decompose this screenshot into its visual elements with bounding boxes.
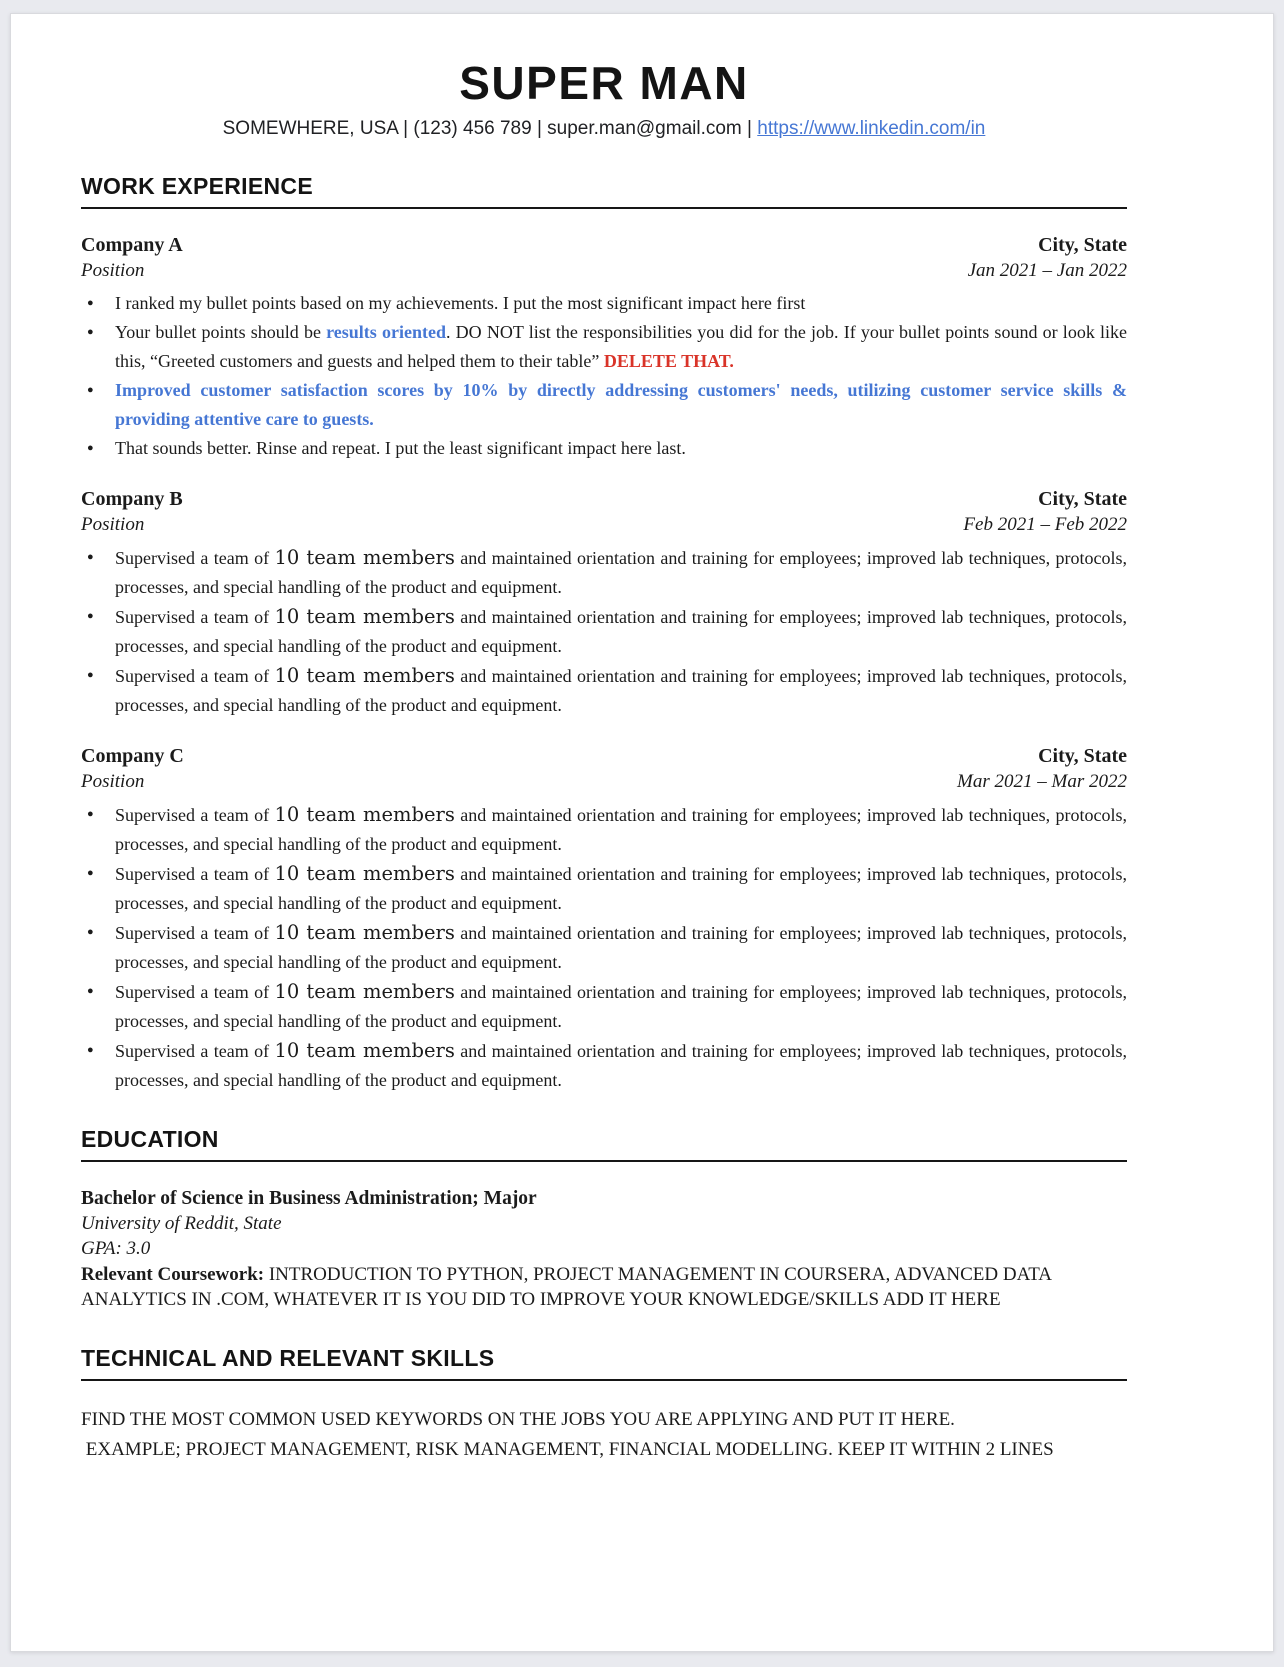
company-name: Company B — [81, 488, 183, 510]
bullet-text-segment: and maintained orientation and training for employees; improved lab techniques, protocols, processes, and special handling of the product and equipment. — [115, 548, 1127, 597]
contact-text: SOMEWHERE, USA | (123) 456 789 | super.man@gmail.com | — [222, 118, 758, 139]
coursework-label: Relevant Coursework: — [81, 1264, 265, 1285]
education-block — [81, 1186, 1127, 1312]
bullet-text-segment: . DO NOT list the responsibilities you did for the job. If your bullet points sound or look like this, “Greeted customers and guests and helped them to their table” — [115, 322, 1127, 371]
section-title-education: EDUCATION — [81, 1125, 1127, 1162]
bullet-text-segment: Supervised a team of — [115, 1041, 275, 1061]
bullet-text-segment: Supervised a team of — [115, 666, 275, 686]
bullet-text-segment: and maintained orientation and training for employees; improved lab techniques, protocols, processes, and special handling of the product and equipment. — [115, 864, 1127, 913]
section-title-skills: TECHNICAL AND RELEVANT SKILLS — [81, 1344, 1127, 1381]
coursework-text: INTRODUCTION TO PYTHON, PROJECT MANAGEMENT IN COURSERA, ADVANCED DATA ANALYTICS IN .COM, WHATEVER IT IS YOU DID TO IMPROVE YOUR KNOWLEDGE/SKILLS ADD IT HERE — [81, 1264, 1051, 1310]
company-header-row — [81, 233, 1127, 258]
skills-block — [81, 1405, 1127, 1465]
bullet-list — [81, 543, 1127, 720]
linkedin-link[interactable]: https://www.linkedin.com/in — [757, 118, 986, 139]
company-location: City, State — [1038, 234, 1127, 256]
bullet-item — [115, 800, 1127, 859]
bullet-item — [115, 1036, 1127, 1095]
work-entry — [81, 744, 1127, 1095]
company-location: City, State — [1038, 488, 1127, 510]
bullet-item — [115, 318, 1127, 376]
bullet-text-segment: 10 team members — [274, 1039, 455, 1062]
bullet-text-segment: and maintained orientation and training for employees; improved lab techniques, protocols, processes, and special handling of the product and equipment. — [115, 607, 1127, 656]
bullet-text-segment: 10 team members — [274, 803, 455, 826]
section-title-work-experience: WORK EXPERIENCE — [81, 172, 1127, 209]
bullet-text-segment: Improved customer satisfaction scores by 10% by directly addressing customers' needs, utilizing customer service skills & providing attentive care to guests. — [115, 380, 1127, 429]
bullet-list — [81, 800, 1127, 1095]
bullet-text-segment: Your bullet points should be — [115, 322, 327, 342]
bullet-text-segment: Supervised a team of — [115, 864, 275, 884]
bullet-text-segment: 10 team members — [274, 921, 455, 944]
bullet-text-segment: Supervised a team of — [115, 805, 275, 825]
bullet-item — [115, 602, 1127, 661]
degree-title: Bachelor of Science in Business Administration; Major — [81, 1188, 537, 1209]
company-header-row — [81, 487, 1127, 512]
resume-page — [10, 13, 1274, 1652]
bullet-item — [115, 859, 1127, 918]
company-location: City, State — [1038, 745, 1127, 767]
bullet-item — [115, 918, 1127, 977]
skills-line-2: EXAMPLE; PROJECT MANAGEMENT, RISK MANAGEMENT, FINANCIAL MODELLING. KEEP IT WITHIN 2 LINES — [81, 1439, 1054, 1460]
company-name: Company C — [81, 745, 184, 767]
bullet-item — [115, 977, 1127, 1036]
bullet-text-segment: 10 team members — [274, 980, 455, 1003]
bullet-text-segment: I ranked my bullet points based on my achievements. I put the most significant impact here first — [115, 293, 806, 313]
bullet-text-segment: 10 team members — [274, 862, 455, 885]
bullet-list — [81, 289, 1127, 463]
relevant-coursework — [81, 1262, 1127, 1312]
bullet-text-segment: results oriented — [326, 322, 446, 342]
position-row — [81, 258, 1127, 283]
bullet-text-segment: Supervised a team of — [115, 923, 275, 943]
bullet-text-segment: 10 team members — [274, 605, 455, 628]
date-range: Jan 2021 – Jan 2022 — [967, 260, 1127, 281]
work-entries — [81, 233, 1127, 1095]
work-entry — [81, 233, 1127, 463]
bullet-text-segment: Supervised a team of — [115, 982, 275, 1002]
bullet-text-segment: 10 team members — [274, 664, 455, 687]
bullet-item — [115, 376, 1127, 434]
position-title: Position — [81, 514, 145, 535]
gpa-line: GPA: 3.0 — [81, 1238, 151, 1259]
date-range: Feb 2021 – Feb 2022 — [963, 514, 1127, 535]
bullet-item — [115, 543, 1127, 602]
bullet-text-segment: and maintained orientation and training for employees; improved lab techniques, protocols, processes, and special handling of the product and equipment. — [115, 1041, 1127, 1090]
bullet-text-segment: Supervised a team of — [115, 548, 275, 568]
bullet-text-segment: and maintained orientation and training for employees; improved lab techniques, protocols, processes, and special handling of the product and equipment. — [115, 805, 1127, 854]
position-title: Position — [81, 771, 145, 792]
bullet-text-segment: and maintained orientation and training for employees; improved lab techniques, protocols, processes, and special handling of the product and equipment. — [115, 982, 1127, 1031]
position-title: Position — [81, 260, 145, 281]
position-row — [81, 769, 1127, 794]
bullet-text-segment: and maintained orientation and training for employees; improved lab techniques, protocols, processes, and special handling of the product and equipment. — [115, 666, 1127, 715]
date-range: Mar 2021 – Mar 2022 — [957, 771, 1127, 792]
skills-line-1: FIND THE MOST COMMON USED KEYWORDS ON THE JOBS YOU ARE APPLYING AND PUT IT HERE. — [81, 1409, 955, 1430]
bullet-text-segment: and maintained orientation and training for employees; improved lab techniques, protocols, processes, and special handling of the product and equipment. — [115, 923, 1127, 972]
position-row — [81, 512, 1127, 537]
school-name: University of Reddit, State — [81, 1213, 282, 1234]
bullet-text-segment: DELETE THAT. — [603, 351, 734, 371]
company-header-row — [81, 744, 1127, 769]
bullet-item — [115, 434, 1127, 463]
work-entry — [81, 487, 1127, 720]
bullet-text-segment: Supervised a team of — [115, 607, 275, 627]
bullet-item — [115, 289, 1127, 318]
bullet-text-segment: 10 team members — [274, 546, 455, 569]
bullet-text-segment: That sounds better. Rinse and repeat. I put the least significant impact here last. — [115, 438, 686, 458]
resume-name: SUPER MAN — [459, 57, 749, 109]
bullet-item — [115, 661, 1127, 720]
company-name: Company A — [81, 234, 183, 256]
contact-line — [81, 116, 1127, 142]
